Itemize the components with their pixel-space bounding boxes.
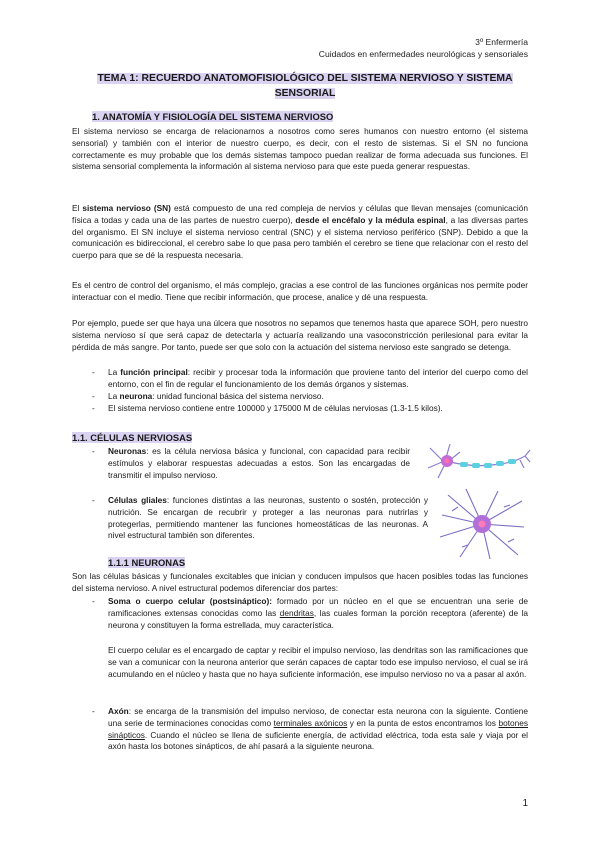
- section-1-heading: 1. ANATOMÍA Y FISIOLOGÍA DEL SISTEMA NERVIOSO: [92, 111, 334, 122]
- glial-cell-illustration: [438, 487, 526, 561]
- paragraph-4: Por ejemplo, puede ser que haya una úlcera que nosotros no sepamos que tenemos hasta que aparece SOH, pero nuestro sistema nervioso sí que será capaz de detectarla y actuaría realizando una vasoconstricción perilesional para evitar la pérdida de más sangre. Por tanto, puede ser que solo con la actuación del sistema nervioso este sangrado se detenga.: [72, 318, 528, 352]
- document-title: TEMA 1: RECUERDO ANATOMOFISIOLÓGICO DEL SISTEMA NERVIOSO Y SISTEMA SENSORIAL: [97, 73, 513, 99]
- header-line-1: 3º Enfermería: [475, 37, 528, 47]
- list-item: El sistema nervioso contiene entre 100000 y 175000 M de células nerviosas (1.3-1.5 kilos).: [108, 403, 443, 413]
- list-item-gliales: Células gliales: funciones distintas a las neuronas, sustento o sostén, protección y nutrición. Se encargan de recubrir y proteger a las neuronas para nutrirlas y protegerlas, permitiendo mantener las funciones homeostáticas de las neuronas. A nivel estructural también son diferentes.: [108, 495, 428, 541]
- paragraph-3: Es el centro de control del organismo, el más complejo, gracias a ese control de las funciones orgánicas nos permite poder interactuar con el medio. Tiene que recibir información, que procese, analice y dé una respuesta.: [72, 280, 528, 302]
- neuronas-intro: Son las células básicas y funcionales excitables que inician y conducen impulsos que hacen posibles todas las funciones del sistema nervioso. A nivel estructural podemos diferenciar dos partes:: [72, 571, 528, 593]
- paragraph-1: El sistema nervioso se encarga de relacionarnos a nosotros como seres humanos con nuestro entorno (el sistema sensorial) y también con el interior de nuestro cuerpo, es decir, con el resto de sistemas. Si el SN no funciona correctamente es muy probable que los demás sistemas tampoco puedan realizar de forma adecuada sus funciones. El sistema sensorial complementa la información al sistema nervioso para que este pueda generar respuestas.: [72, 126, 528, 172]
- list-item-neuronas: Neuronas: es la célula nerviosa básica y funcional, con capacidad para recibir estímulos y elaborar respuestas adecuadas a estos. Son las encargadas de transmitir el impulso nervioso.: [108, 446, 410, 480]
- header-line-2: Cuidados en enfermedades neurológicas y sensoriales: [318, 49, 528, 59]
- section-1-1-1-heading: 1.1.1 NEURONAS: [108, 557, 186, 568]
- neuron-illustration: [420, 438, 532, 488]
- list-item-soma: Soma o cuerpo celular (postsináptico): formado por un núcleo en el que se encuentran una serie de ramificaciones extensas conocidas como las dendritas, las cuales forman la porción receptora (aferente) de la neurona y constituyen la forma estrellada, muy característica.: [108, 596, 529, 630]
- list-item: La función principal: recibir y procesar toda la información que proviene tanto del interior del cuerpo como del entorno, con el fin de regular el funcionamiento de los demás órganos y sistemas.: [108, 367, 528, 389]
- page-number: 1: [522, 798, 528, 809]
- paragraph-2: El sistema nervioso (SN) está compuesto de una red compleja de nervios y células que llevan mensajes (comunicación física a todas y cada una de las partes de nuestro cuerpo), desde el encéfalo y la médula espinal, a las diversas partes del organismo. El SN incluye el sistema nervioso central (SNC) y el sistema nervioso periférico (SNP). Debido a que la comunicación es bidireccional, el cerebro sabe lo que pasa pero también el cerebro se tiene que relacionar con el resto del cuerpo para que se dé la respuesta necesaria.: [72, 203, 529, 261]
- page-header: [319, 36, 528, 60]
- section-1-1-heading: 1.1. CÉLULAS NERVIOSAS: [72, 432, 193, 443]
- soma-paragraph-2: El cuerpo celular es el encargado de captar y recibir el impulso nervioso, las dendritas son las ramificaciones que se van a comunicar con la neurona anterior que serán capaces de captar todo ese impulso nervioso, el cual se irá acumulando en el núcleo y hasta que no haya suficiente información, ese impulso nervioso no va a pasar al axón.: [108, 645, 528, 679]
- list-item: La neurona: unidad funcional básica del sistema nervioso.: [108, 391, 324, 401]
- list-item-axon: Axón: se encarga de la transmisión del impulso nervioso, de conectar esta neurona con la siguiente. Contiene una serie de terminaciones conocidas como terminales axónicos y en la punta de estos encontramos los botones sinápticos. Cuando el núcleo se llena de suficiente energía, de actividad eléctrica, toda esta sale y viaja por el axón hasta los botones sinápticos, de ahí pasará a la siguiente neurona.: [108, 706, 528, 752]
